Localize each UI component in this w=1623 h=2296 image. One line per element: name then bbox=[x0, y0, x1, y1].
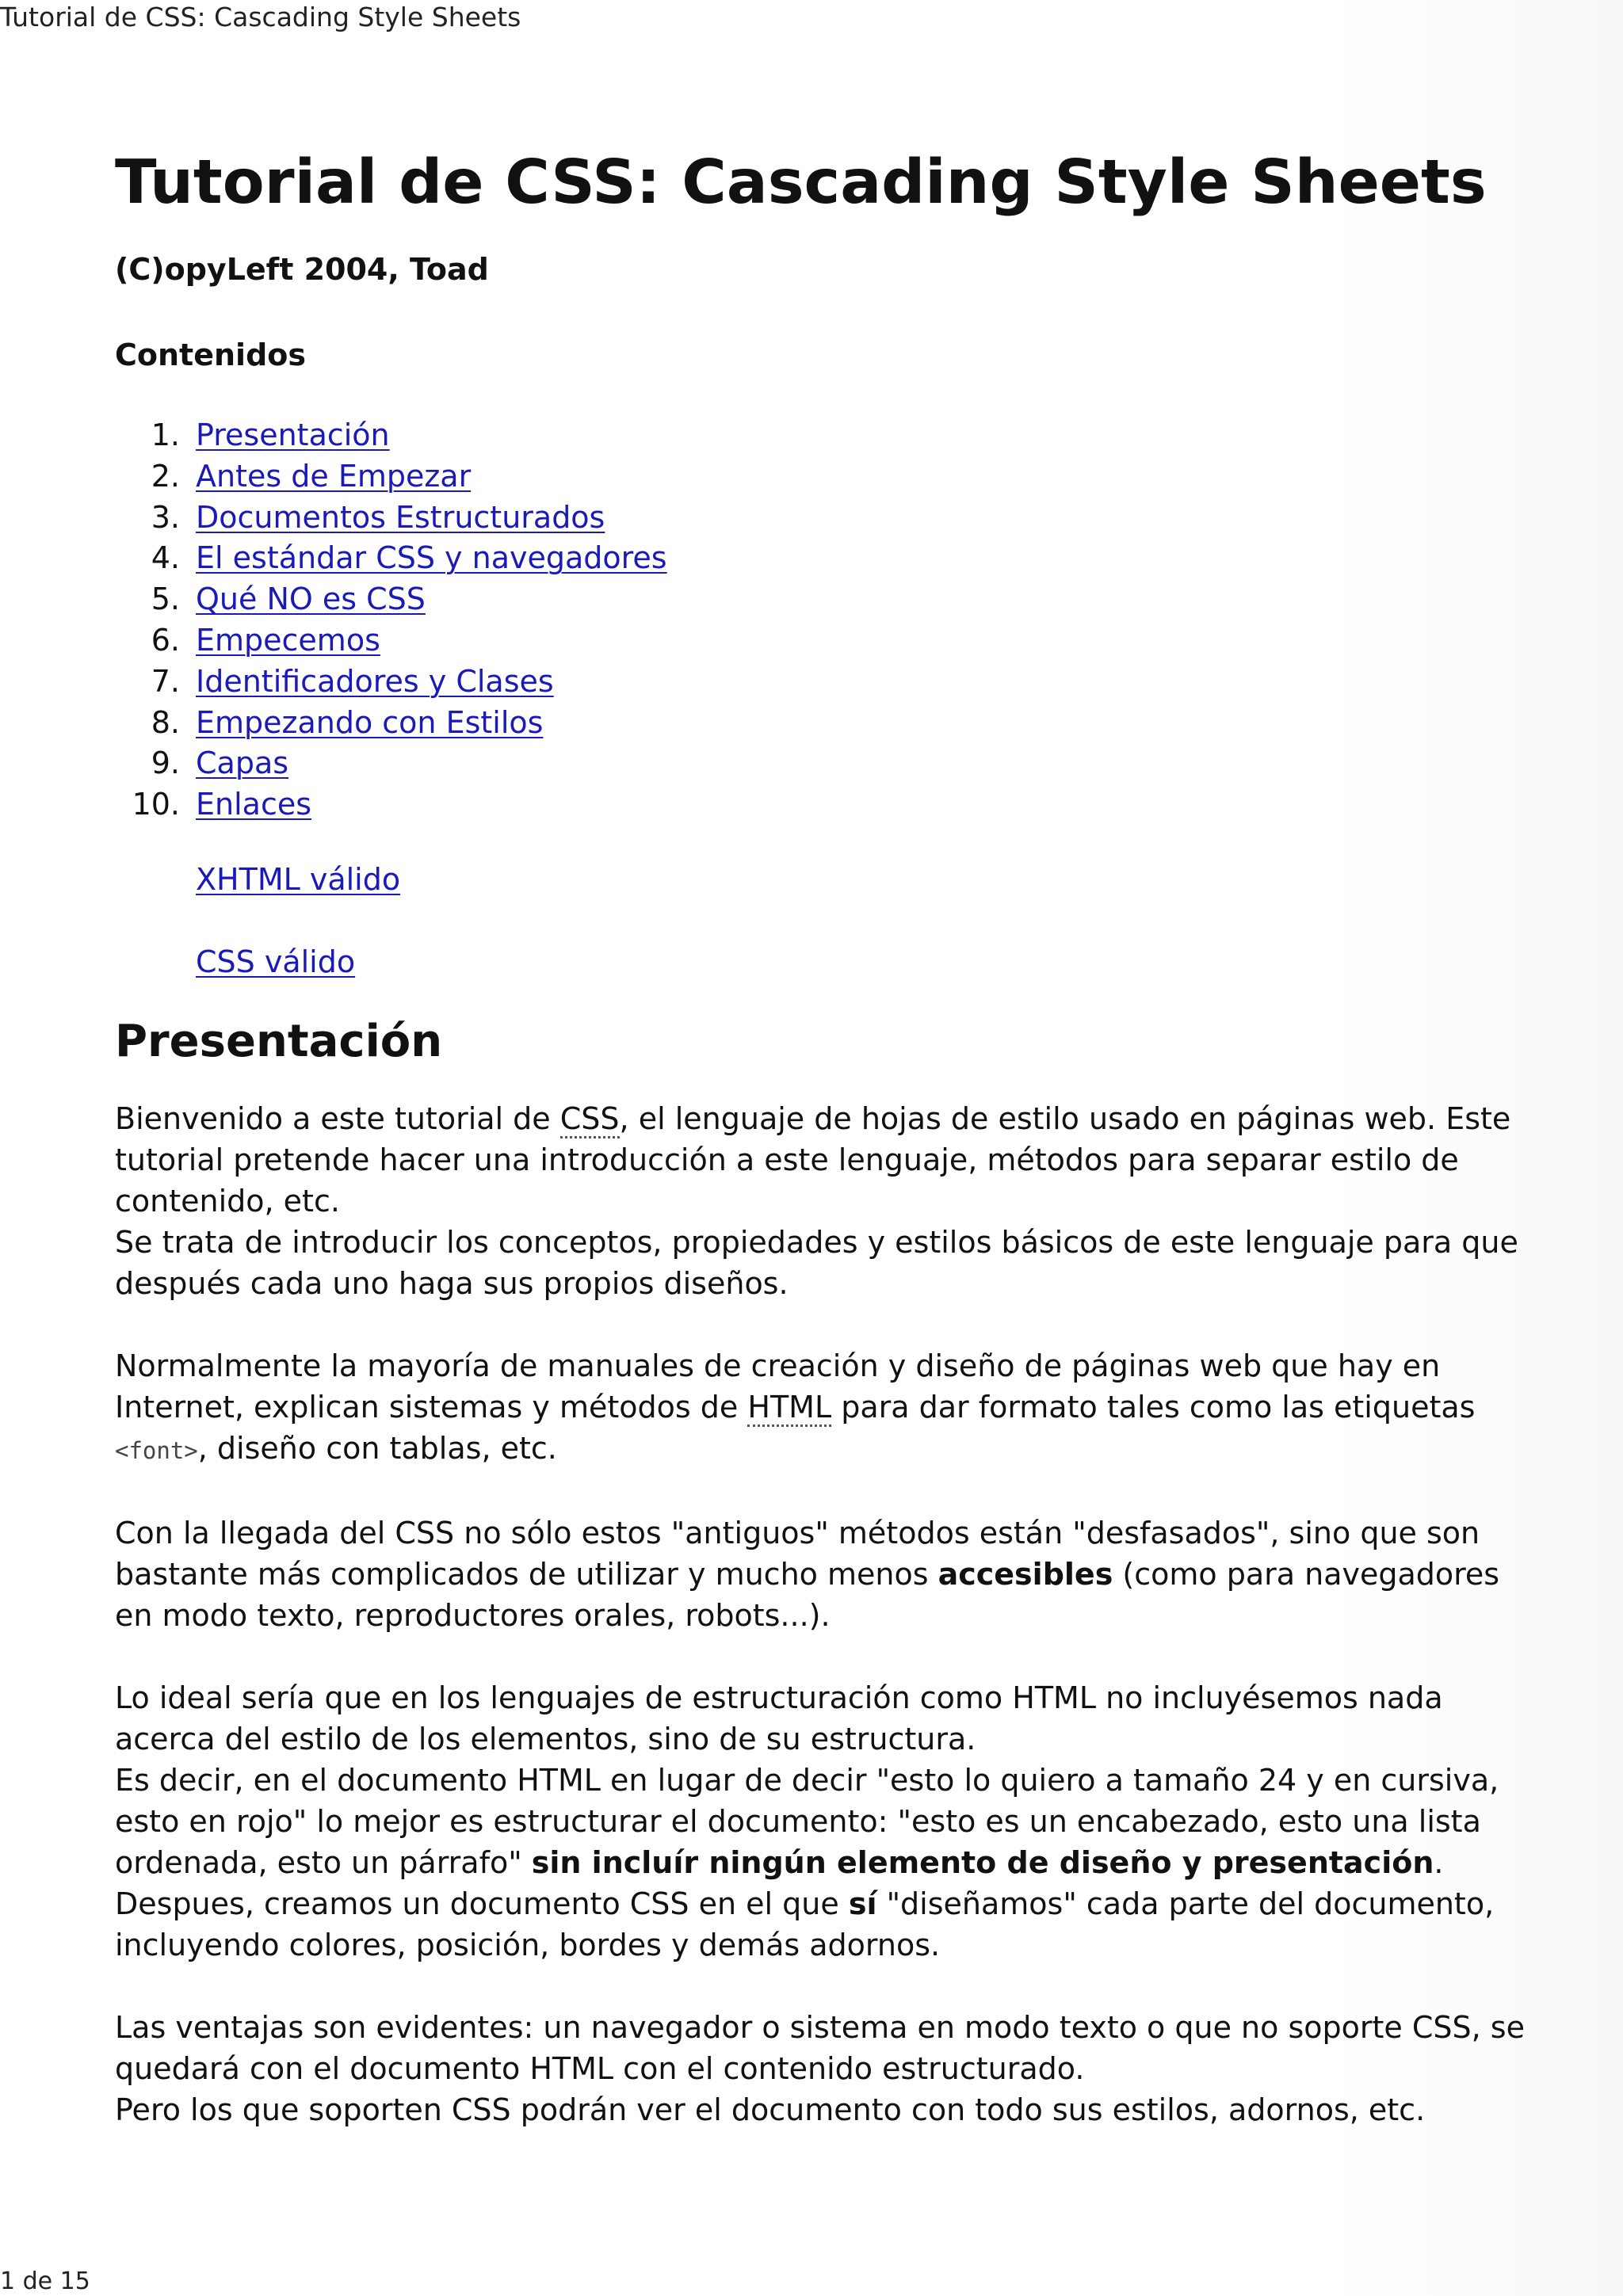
text-span: Pero los que soporten CSS podrán ver el documento con todo sus estilos, adornos, etc. bbox=[115, 2092, 1426, 2127]
text-span: Es decir, en el documento HTML en lugar de decir "esto lo quiero a tamaño 24 y en cursiva, esto en rojo" lo mejor es estructurar el documento: "esto es un encabezado, esto una lista ordenada, esto un párrafo" bbox=[115, 1762, 1499, 1880]
bold-accesibles: accesibles bbox=[938, 1556, 1113, 1592]
toc-item bbox=[115, 456, 1526, 498]
toc-number: 4. bbox=[151, 540, 180, 576]
text-span: Bienvenido a este tutorial de bbox=[115, 1100, 560, 1136]
text-span: Lo ideal sería que en los lenguajes de estructuración como HTML no incluyésemos nada acerca del estilo de los elementos, sino de su estructura. bbox=[115, 1680, 1443, 1756]
toc-link-capas[interactable]: Capas bbox=[196, 746, 289, 781]
paragraph-ideal bbox=[115, 1677, 1533, 1966]
toc-link-enlaces[interactable]: Enlaces bbox=[196, 787, 312, 822]
text-span: , diseño con tablas, etc. bbox=[197, 1430, 557, 1466]
toc-link-presentacion[interactable]: Presentación bbox=[196, 418, 390, 452]
page-title: Tutorial de CSS: Cascading Style Sheets bbox=[115, 147, 1487, 218]
toc-number: 3. bbox=[151, 499, 180, 535]
paragraph-intro bbox=[115, 1098, 1533, 1304]
toc-link-estandar-css[interactable]: El estándar CSS y navegadores bbox=[196, 540, 667, 576]
toc-link-empecemos[interactable]: Empecemos bbox=[196, 622, 380, 658]
text-span: Con la llegada del CSS no sólo estos "antiguos" métodos están "desfasados", sino que son bastante más complicados de utilizar y mucho menos bbox=[115, 1515, 1480, 1592]
text-span: para dar formato tales como las etiquetas bbox=[831, 1389, 1476, 1425]
toc-item bbox=[115, 620, 1526, 662]
paragraph-advantages bbox=[115, 2007, 1533, 2130]
bold-sin-incluir: sin incluír ningún elemento de diseño y presentación bbox=[531, 1844, 1434, 1880]
css-valid-link[interactable]: CSS válido bbox=[196, 944, 356, 979]
print-footer-page-number: 1 de 15 bbox=[0, 2267, 90, 2295]
toc-link-identificadores-clases[interactable]: Identificadores y Clases bbox=[196, 663, 554, 699]
toc-number: 5. bbox=[151, 582, 180, 617]
paragraph-manuals bbox=[115, 1345, 1533, 1471]
table-of-contents bbox=[115, 415, 1526, 826]
toc-item bbox=[115, 662, 1526, 703]
abbr-css: CSS bbox=[560, 1101, 620, 1138]
text-span: Las ventajas son evidentes: un navegador o sistema en modo texto o que no soporte CSS, se quedará con el documento HTML con el contenido estructurado. bbox=[115, 2009, 1525, 2086]
toc-item bbox=[115, 538, 1526, 579]
code-font-tag: <font> bbox=[115, 1436, 198, 1464]
paragraph-css-arrival bbox=[115, 1512, 1533, 1636]
toc-item bbox=[115, 784, 1526, 826]
toc-number: 8. bbox=[151, 704, 180, 740]
text-span: Se trata de introducir los conceptos, propiedades y estilos básicos de este lenguaje para que después cada uno haga sus propios diseños. bbox=[115, 1224, 1518, 1301]
text-span: . bbox=[1434, 1844, 1444, 1880]
xhtml-valid-link[interactable]: XHTML válido bbox=[196, 861, 401, 897]
text-span: Normalmente la mayoría de manuales de creación y diseño de páginas web que hay en Internet, explican sistemas y métodos de bbox=[115, 1348, 1441, 1425]
toc-link-antes-de-empezar[interactable]: Antes de Empezar bbox=[196, 458, 472, 494]
print-header: Tutorial de CSS: Cascading Style Sheets bbox=[0, 2, 521, 32]
xhtml-valid-block bbox=[196, 859, 1526, 900]
css-valid-block bbox=[196, 941, 1526, 982]
text-span: Despues, creamos un documento CSS en el que bbox=[115, 1886, 849, 1921]
toc-link-empezando-estilos[interactable]: Empezando con Estilos bbox=[196, 704, 544, 740]
contents-heading: Contenidos bbox=[115, 338, 306, 372]
text-span: , el lenguaje de hojas de estilo usado en páginas web. Este tutorial pretende hacer una introducción a este lenguaje, métodos para separar estilo de contenido, etc. bbox=[115, 1100, 1511, 1219]
copyleft-line: (C)opyLeft 2004, Toad bbox=[115, 252, 489, 287]
toc-number: 6. bbox=[151, 622, 180, 658]
abbr-html: HTML bbox=[747, 1390, 831, 1427]
toc-number: 10. bbox=[132, 787, 180, 822]
toc-item bbox=[115, 415, 1526, 456]
toc-item bbox=[115, 579, 1526, 620]
toc-number: 2. bbox=[151, 458, 180, 494]
bold-si: sí bbox=[848, 1886, 877, 1921]
toc-item bbox=[115, 703, 1526, 744]
toc-item bbox=[115, 743, 1526, 784]
text-span: "diseñamos" cada parte del documento, incluyendo colores, posición, bordes y demás adornos. bbox=[115, 1886, 1495, 1962]
text-span: (como para navegadores en modo texto, reproductores orales, robots...). bbox=[115, 1556, 1500, 1633]
toc-link-que-no-es-css[interactable]: Qué NO es CSS bbox=[196, 582, 426, 617]
page-content bbox=[115, 141, 1526, 2130]
toc-item bbox=[115, 498, 1526, 539]
toc-number: 7. bbox=[151, 663, 180, 699]
section-heading-presentacion: Presentación bbox=[115, 1015, 443, 1067]
toc-number: 9. bbox=[151, 746, 180, 781]
toc-link-documentos-estructurados[interactable]: Documentos Estructurados bbox=[196, 499, 605, 535]
toc-number: 1. bbox=[151, 418, 180, 452]
